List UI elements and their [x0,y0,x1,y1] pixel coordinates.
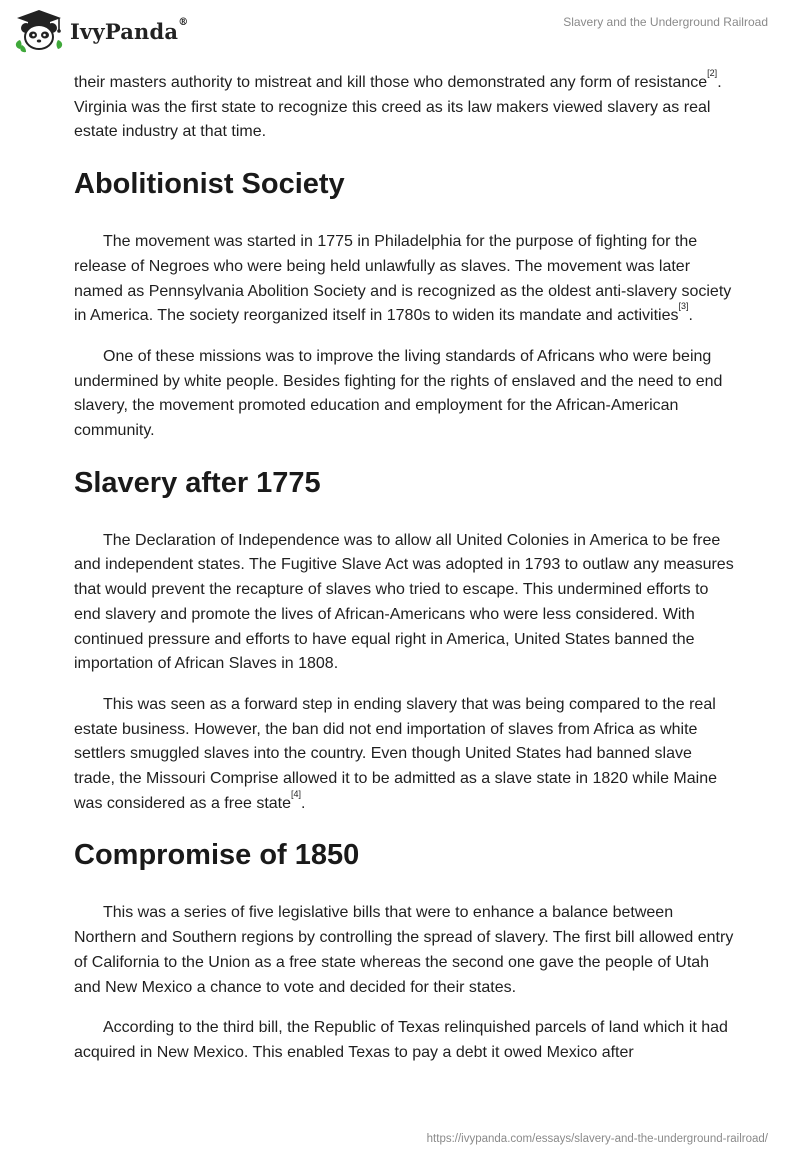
paragraph: The Declaration of Independence was to allow all United Colonies in America to be free and independent states. The Fugitive Slave Act was adopted in 1793 to outlaw any measures that would prevent the recapture of slaves who tried to escape. This undermined efforts to end slavery and promote the lives of African-Americans who were less considered. With continued pressure and efforts to have equal right in America, United States banned the importation of African Slaves in 1808. [74,531,734,673]
paragraph: This was a series of five legislative bills that were to enhance a balance between Northern and Southern regions by controlling the spread of slavery. The first bill allowed entry of California to the Union as a free state whereas the second one gave the people of Utah and New Mexico a chance to vote and decided for their states. [74,904,734,996]
registered-mark: ® [178,16,189,28]
section-heading: Compromise of 1850 [74,839,360,872]
paragraph: The movement was started in 1775 in Philadelphia for the purpose of fighting for the release of Negroes who were being held unlawfully as slaves. The movement was later named as Pennsylvania Abolition Society and is recognized as the oldest anti-slavery society in America. The society reorganized itself in 1780s to widen its mandate and activities[3]. [74,233,732,325]
essay-body [74,68,734,1082]
page-header [0,0,800,64]
footnote-ref[interactable]: [2] [707,68,718,78]
panda-graduate-icon [14,8,64,54]
paragraph: This was seen as a forward step in ending slavery that was being compared to the real estate business. However, the ban did not end importation of slaves from Africa as white settlers smuggled slaves into the country. Even though United States had banned slave trade, the Missouri Comprise allowed it to be admitted as a slave state in 1820 while Maine was considered as a free state[4]. [74,695,717,812]
section-heading: Abolitionist Society [74,168,345,201]
section-heading: Slavery after 1775 [74,466,321,499]
footnote-ref[interactable]: [3] [678,301,689,312]
ivypanda-logo[interactable] [14,8,188,54]
source-url[interactable]: https://ivypanda.com/essays/slavery-and-the-underground-railroad/ [426,1133,768,1145]
paragraph: their masters authority to mistreat and kill those who demonstrated any form of resistance[2]. Virginia was the first state to recognize this creed as its law makers viewed slavery as real estate industry at that time. [74,68,722,141]
paragraph: One of these missions was to improve the living standards of Africans who were being undermined by white people. Besides fighting for the rights of enslaved and the need to end slavery, the movement promoted education and employment for the African-American community. [74,347,723,440]
footnote-ref[interactable]: [4] [291,788,302,799]
document-title: Slavery and the Underground Railroad [563,15,768,29]
paragraph: According to the third bill, the Republic of Texas relinquished parcels of land which it had acquired in New Mexico. This enabled Texas to pay a debt it owed Mexico after [74,1019,728,1061]
brand-name: IvyPanda® [70,16,189,44]
